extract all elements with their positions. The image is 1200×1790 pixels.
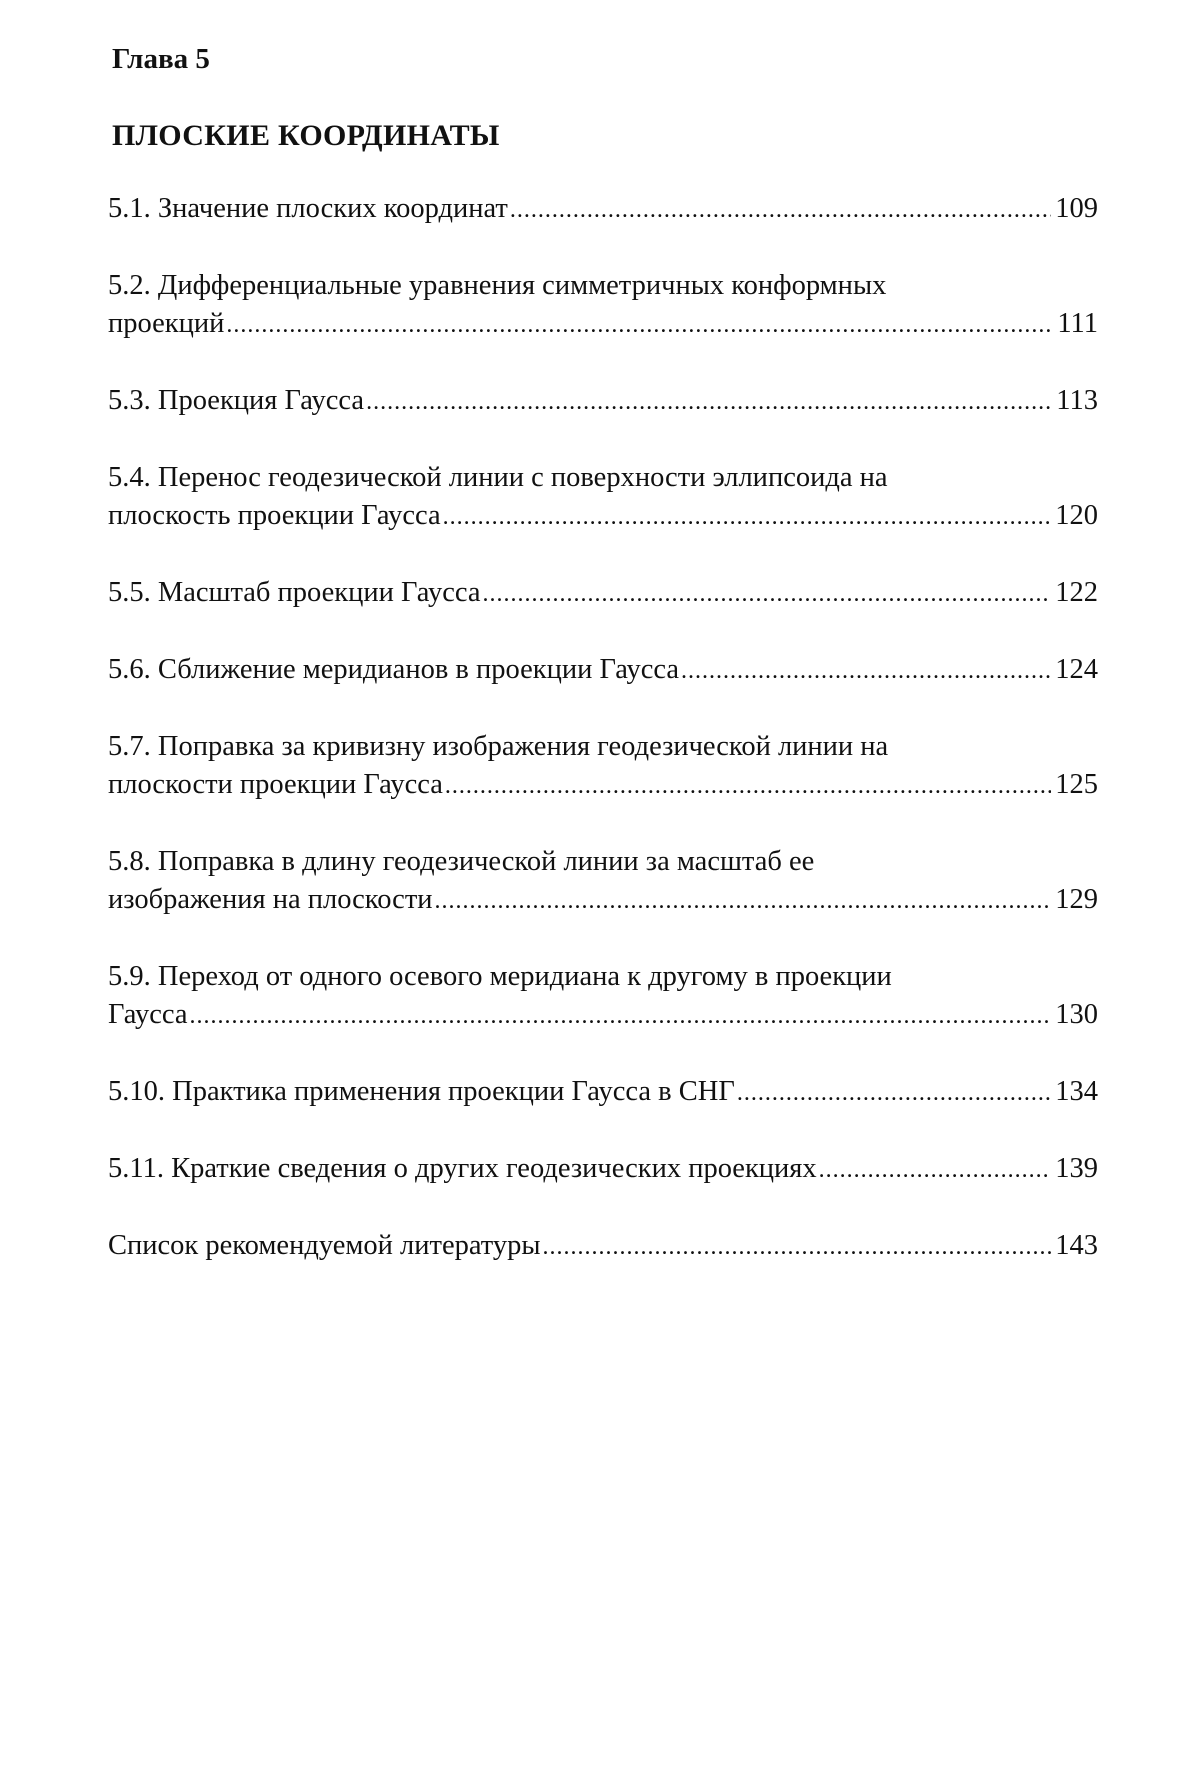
dot-leader [226, 306, 1053, 344]
toc-entry-5-3[interactable] [108, 382, 1098, 421]
toc-entry-5-4[interactable] [108, 459, 1098, 536]
toc-entry-5-6[interactable] [108, 651, 1098, 690]
dot-leader [483, 575, 1052, 613]
toc-page-number: 125 [1055, 769, 1098, 800]
toc-page-number: 124 [1055, 654, 1098, 685]
toc-entry-title: 5.10. Практика применения проекции Гаусса в СНГ [108, 1076, 735, 1107]
dot-leader [435, 882, 1052, 920]
toc-page-number: 120 [1055, 500, 1098, 531]
toc-entry-link[interactable] [108, 651, 1098, 690]
toc-entry-line [108, 1227, 1098, 1266]
toc-entry-line [108, 766, 1098, 805]
toc-entry-title-line-2: Гаусса [108, 999, 188, 1030]
toc-entry-5-1[interactable] [108, 190, 1098, 229]
toc-page-number: 134 [1055, 1076, 1098, 1107]
toc-entry-link[interactable] [108, 1073, 1098, 1112]
toc-entry-title-line-2: плоскости проекции Гаусса [108, 769, 443, 800]
toc-entry-title: 5.3. Проекция Гаусса [108, 385, 365, 416]
toc-entry-title: 5.5. Масштаб проекции Гаусса [108, 577, 481, 608]
toc-entry-line [108, 382, 1098, 421]
toc-page-number: 122 [1055, 577, 1098, 608]
toc-entry-line [108, 305, 1098, 344]
toc-entry-title-line-1: 5.9. Переход от одного осевого меридиана к другому в проекции [108, 961, 892, 992]
dot-leader [542, 1228, 1051, 1266]
toc-entry-line [108, 190, 1098, 229]
table-of-contents [108, 190, 1098, 1266]
toc-entry-link[interactable] [108, 382, 1098, 421]
toc-entry-5-7[interactable] [108, 728, 1098, 805]
toc-entry-5-9[interactable] [108, 958, 1098, 1035]
toc-page-number: 109 [1055, 193, 1098, 224]
toc-entry-link[interactable] [108, 459, 1098, 536]
toc-entry-link[interactable] [108, 958, 1098, 1035]
chapter-label: Глава 5 [112, 43, 210, 75]
dot-leader [737, 1074, 1051, 1112]
toc-page-number: 113 [1056, 385, 1098, 416]
toc-entry-link[interactable] [108, 267, 1098, 344]
toc-entry-title: 5.6. Сближение меридианов в проекции Гаусса [108, 654, 679, 685]
toc-entry-title-line-2: изображения на плоскости [108, 884, 433, 915]
toc-page-number: 130 [1055, 999, 1098, 1030]
toc-entry-link[interactable] [108, 843, 1098, 920]
toc-entry-title: 5.11. Краткие сведения о других геодезических проекциях [108, 1153, 817, 1184]
toc-entry-5-8[interactable] [108, 843, 1098, 920]
toc-entry-line [108, 651, 1098, 690]
toc-entry-line [108, 574, 1098, 613]
dot-leader [190, 997, 1052, 1035]
toc-entry-link[interactable] [108, 1227, 1098, 1266]
dot-leader [510, 191, 1051, 229]
toc-entry-bibliography[interactable] [108, 1227, 1098, 1266]
toc-entry-line [108, 497, 1098, 536]
dot-leader [443, 498, 1052, 536]
chapter-title: ПЛОСКИЕ КООРДИНАТЫ [112, 119, 500, 152]
toc-entry-title: 5.1. Значение плоских координат [108, 193, 508, 224]
toc-entry-5-5[interactable] [108, 574, 1098, 613]
toc-entry-line [108, 1150, 1098, 1189]
toc-entry-5-10[interactable] [108, 1073, 1098, 1112]
document-page [108, 40, 1098, 1266]
toc-entry-title-line-2: проекций [108, 308, 225, 339]
dot-leader [819, 1151, 1052, 1189]
dot-leader [681, 652, 1051, 690]
toc-entry-5-2[interactable] [108, 267, 1098, 344]
dot-leader [445, 767, 1051, 805]
toc-entry-title-line-1: 5.8. Поправка в длину геодезической линии за масштаб ее [108, 846, 815, 877]
toc-page-number: 129 [1055, 884, 1098, 915]
toc-entry-link[interactable] [108, 574, 1098, 613]
toc-entry-5-11[interactable] [108, 1150, 1098, 1189]
toc-entry-title-line-1: 5.4. Перенос геодезической линии с поверхности эллипсоида на [108, 462, 888, 493]
toc-entry-link[interactable] [108, 728, 1098, 805]
toc-entry-link[interactable] [108, 1150, 1098, 1189]
toc-entry-title: Список рекомендуемой литературы [108, 1230, 541, 1261]
toc-page-number: 139 [1055, 1153, 1098, 1184]
toc-entry-line [108, 881, 1098, 920]
toc-entry-link[interactable] [108, 190, 1098, 229]
toc-entry-title-line-1: 5.7. Поправка за кривизну изображения геодезической линии на [108, 731, 889, 762]
toc-entry-line [108, 1073, 1098, 1112]
toc-page-number: 143 [1055, 1230, 1098, 1261]
toc-entry-line [108, 996, 1098, 1035]
toc-entry-title-line-1: 5.2. Дифференциальные уравнения симметричных конформных [108, 270, 887, 301]
toc-entry-title-line-2: плоскость проекции Гаусса [108, 500, 441, 531]
toc-page-number: 111 [1057, 308, 1098, 339]
dot-leader [366, 383, 1052, 421]
